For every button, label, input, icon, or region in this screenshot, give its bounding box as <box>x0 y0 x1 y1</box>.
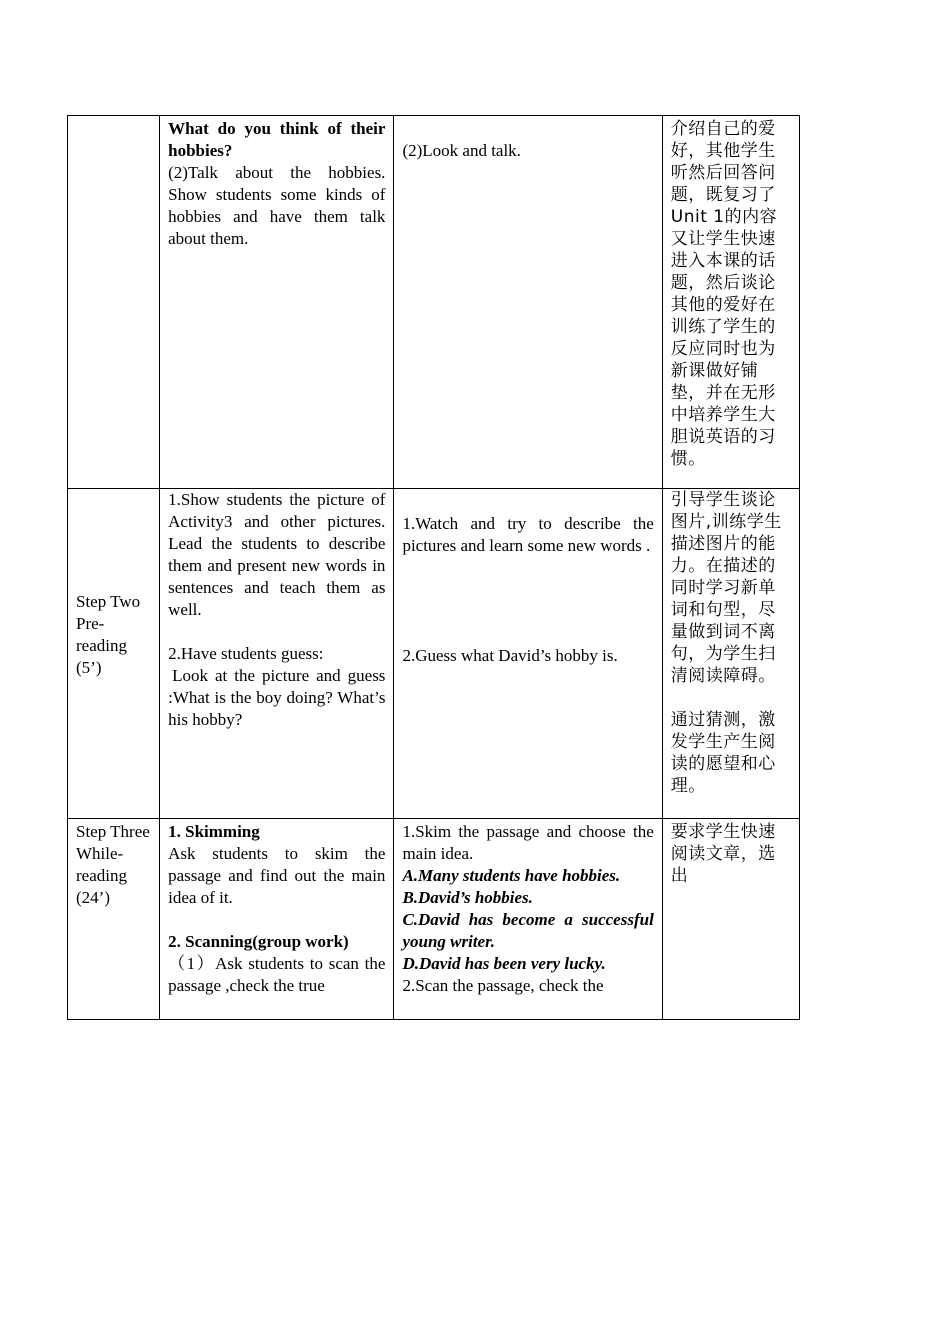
step-label: Step Two Pre-reading (5’) <box>76 591 141 677</box>
step-label: Step Three While-reading (24’) <box>76 822 150 907</box>
option-a: A.Many students have hobbies. <box>402 866 621 885</box>
scan-passage-text: 2.Scan the passage, check the <box>402 976 604 995</box>
skimming-title: 1. Skimming <box>168 822 260 841</box>
skim-passage-text: 1.Skim the passage and choose the main idea. <box>402 822 654 863</box>
scanning-title: 2. Scanning(group work) <box>168 932 349 951</box>
step-cell <box>68 116 160 489</box>
skimming-body: Ask students to skim the passage and find out the main idea of it. <box>168 844 386 907</box>
scanning-body: （1）Ask students to scan the passage ,check the true <box>168 954 386 995</box>
student-activity-cell <box>394 116 662 489</box>
table-row <box>68 819 800 1020</box>
guess-body-text: Look at the picture and guess :What is the boy doing? What’s his hobby? <box>168 666 386 729</box>
purpose-text: 引导学生谈论图片,训练学生描述图片的能力。在描述的同时学习新单词和句型，尽量做到词不离句，为学生扫清阅读障碍。 <box>670 490 782 686</box>
purpose-cell <box>662 489 799 819</box>
student-activity-cell <box>394 819 662 1020</box>
purpose-text: 要求学生快速阅读文章，选出 <box>670 822 776 886</box>
table-row <box>68 116 800 489</box>
step-cell <box>68 489 160 819</box>
purpose-cell <box>662 116 799 489</box>
guess-title-text: 2.Have students guess: <box>168 644 324 663</box>
teacher-activity-cell <box>160 819 394 1020</box>
look-and-talk-text: (2)Look and talk. <box>402 141 521 160</box>
option-c: C.David has become a successful young writer. <box>402 910 654 951</box>
watch-describe-text: 1.Watch and try to describe the pictures and learn some new words . <box>402 514 654 555</box>
lesson-plan-table <box>67 115 800 1020</box>
show-pictures-text: 1.Show students the picture of Activity3 and other pictures. Lead the students to describe them and present new words in sentences and teach them as well. <box>168 490 386 619</box>
table-row <box>68 489 800 819</box>
guess-hobby-text: 2.Guess what David’s hobby is. <box>402 646 618 665</box>
purpose-text: 介绍自己的爱好，其他学生听然后回答问题，既复习了Unit 1的内容又让学生快速进入本课的话题，然后谈论其他的爱好在训练了学生的反应同时也为新课做好铺垫，并在无形中培养学生大胆说英语的习惯。 <box>670 119 778 469</box>
option-b: B.David’s hobbies. <box>402 888 533 907</box>
talk-hobbies-text: (2)Talk about the hobbies. Show students some kinds of hobbies and have them talk about them. <box>168 163 386 248</box>
student-activity-cell <box>394 489 662 819</box>
question-text: What do you think of their hobbies? <box>168 119 386 160</box>
teacher-activity-cell <box>160 489 394 819</box>
step-cell <box>68 819 160 1020</box>
purpose-text-2: 通过猜测，激发学生产生阅读的愿望和心理。 <box>670 710 776 796</box>
option-d: D.David has been very lucky. <box>402 954 606 973</box>
teacher-activity-cell <box>160 116 394 489</box>
purpose-cell <box>662 819 799 1020</box>
